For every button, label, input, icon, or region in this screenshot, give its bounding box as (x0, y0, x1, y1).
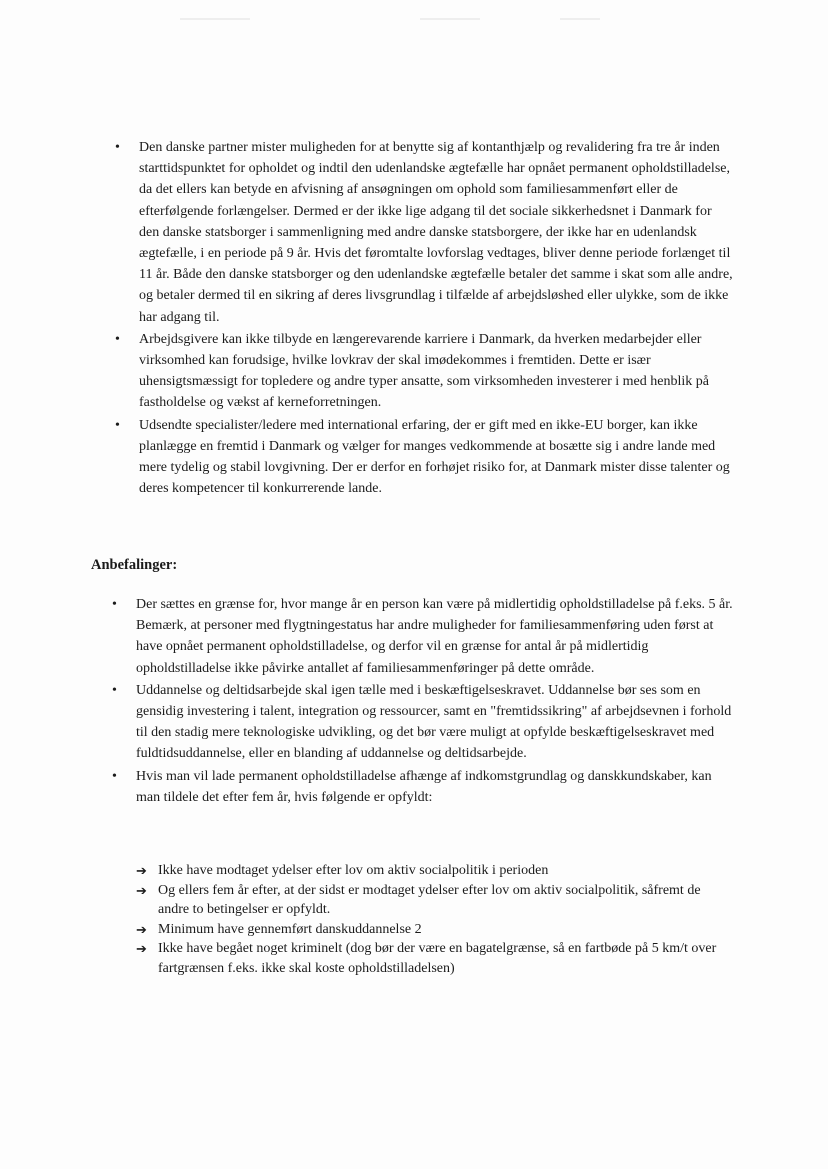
recommendations-list (112, 594, 734, 808)
arrow-right-icon: ➔ (136, 863, 147, 878)
condition-item (136, 881, 728, 920)
list-item (112, 766, 734, 808)
arrow-right-icon: ➔ (136, 941, 147, 956)
condition-item (136, 861, 728, 881)
list-item (115, 415, 734, 500)
list-item-text: Den danske partner mister muligheden for at benytte sig af kontanthjælp og revalidering fra tre år inden starttidspunktet for opholdet og indtil den udenlandske ægtefælle har opnået permanent opholdstilladelse, da det ellers kan betyde en afvisning af ansøgningen om ophold som familiesammenført eller de efterfølgende forlængelser. Dermed er der ikke lige adgang til det sociale sikkerhedsnet i Danmark for den danske statsborger i sammenligning med andre danske statsborgere, der ikke har en udenlandsk ægtefælle, i en periode på 9 år. Hvis det føromtalte lovforslag vedtages, bliver denne periode forlænget til 11 år. Både den danske statsborger og den udenlandske ægtefælle betaler det samme i skat som alle andre, og betaler dermed til en sikring af deres livsgrundlag i tilfælde af arbejdsløshed eller ulykke, som de ikke har adgang til. (139, 140, 733, 325)
scan-artifact (420, 18, 480, 20)
condition-item (136, 920, 728, 940)
bullet-icon: • (112, 682, 117, 698)
drawbacks-list (115, 137, 734, 499)
list-item (115, 137, 734, 328)
condition-text: Minimum have gennemført danskuddannelse 2 (158, 921, 422, 937)
bullet-icon: • (112, 597, 117, 612)
list-item-text: Der sættes en grænse for, hvor mange år en person kan være på midlertidig opholdstilladelse på f.eks. 5 år. Bemærk, at personer med flygtningestatus har andre muligheder for familiesammenføring uden først at have opnået permanent opholdstilladelse, og derfor vil en grænse for antal år på midlertidig opholdstilladelse ikke påvirke antallet af familiesammenføringer på dette område. (136, 597, 733, 676)
list-item (112, 594, 734, 679)
arrow-right-icon: ➔ (136, 921, 147, 937)
bullet-icon: • (112, 768, 117, 784)
condition-item (136, 939, 728, 978)
list-item (115, 329, 734, 414)
bullet-icon: • (115, 140, 120, 155)
scan-artifact (560, 18, 600, 20)
bullet-icon: • (115, 331, 120, 347)
list-item-text: Arbejdsgivere kan ikke tilbyde en længerevarende karriere i Danmark, da hverken medarbejder eller virksomhed kan forudsige, hvilke lovkrav der skal imødekommes i fremtiden. Dette er især uhensigtsmæssigt for topledere og andre typer ansatte, som virksomheden investerer i med henblik på fastholdelse og vækst af kerneforretningen. (139, 331, 709, 411)
list-item-text: Uddannelse og deltidsarbejde skal igen tælle med i beskæftigelseskravet. Uddannelse bør ses som en gensidig investering i talent, integration og ressourcer, samt en "fremtidssikring" af arbejdsevnen i forhold til den stadig mere teknologiske udvikling, og det bør være muligt at opfylde beskæftigelseskravet med fuldtidsuddannelse, eller en blanding af uddannelse og deltidsarbejde. (136, 682, 732, 762)
scan-artifact (180, 18, 250, 20)
condition-text: Og ellers fem år efter, at der sidst er modtaget ydelser efter lov om aktiv socialpolitik, såfremt de andre to betingelser er opfyldt. (158, 882, 701, 917)
list-item (112, 680, 734, 765)
section-heading: Anbefalinger: (91, 557, 178, 573)
condition-text: Ikke have begået noget kriminelt (dog bør der være en bagatelgrænse, så en fartbøde på 5 km/t over fartgrænsen f.eks. ikke skal koste opholdstilladelsen) (158, 941, 717, 976)
list-item-text: Udsendte specialister/ledere med international erfaring, der er gift med en ikke-EU borger, kan ikke planlægge en fremtid i Danmark og vælger for manges vedkommende at bosætte sig i andre lande med mere tydelig og stabil lovgivning. Der er derfor en forhøjet risiko for, at Danmark mister disse talenter og deres kompetencer til konkurrerende lande. (139, 417, 730, 497)
list-item-text: Hvis man vil lade permanent opholdstilladelse afhænge af indkomstgrundlag og danskkundskaber, kan man tildele det efter fem år, hvis følgende er opfyldt: (136, 768, 712, 805)
bullet-icon: • (115, 417, 120, 433)
arrow-right-icon: ➔ (136, 882, 147, 898)
conditions-list (136, 861, 728, 978)
condition-text: Ikke have modtaget ydelser efter lov om aktiv socialpolitik i perioden (158, 863, 549, 878)
